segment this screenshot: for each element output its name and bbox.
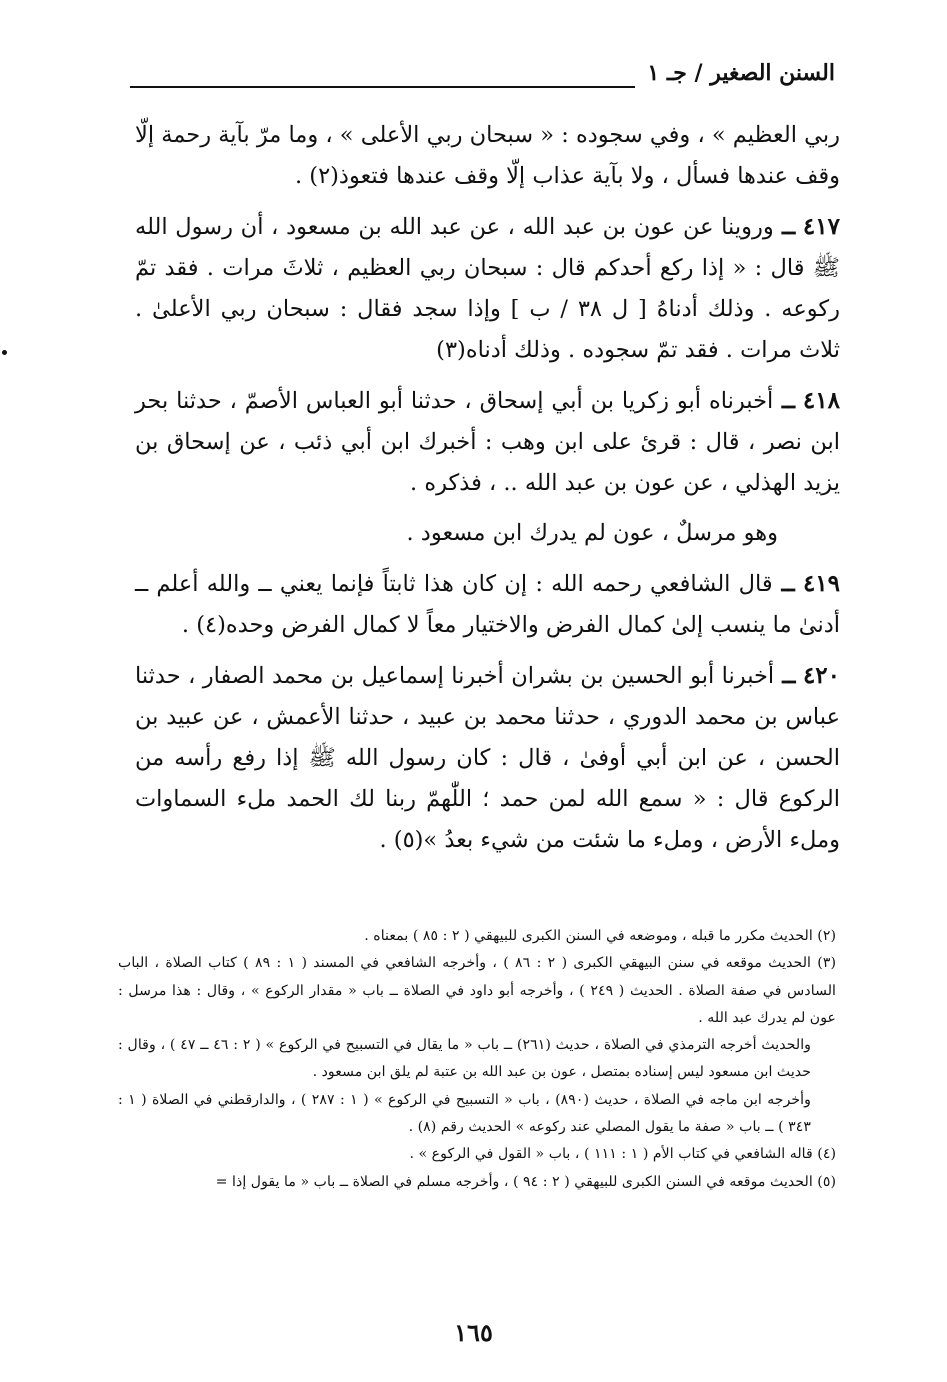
footnote-2: (٢) الحديث مكرر ما قبله ، وموضعه في السنن الكبرى للبيهقي ( ٢ : ٨٥ ) بمعناه . [364,928,836,944]
running-header [130,58,835,98]
paragraph-text: أخبرناه أبو زكريا بن أبي إسحاق ، حدثنا أبو العباس الأصمّ ، حدثنا بحر ابن نصر ، قال : قرئ على ابن وهب : أخبرك ابن أبي ذئب ، عن إسحاق بن يزيد الهذلي ، عن عون بن عبد الله .. ، فذكره . [135,388,840,496]
footnote-3-continued: والحديث أخرجه الترمذي في الصلاة ، حديث (٢٦١) ــ باب « ما يقال في التسبيح في الركوع » ( ٢ : ٤٦ ــ ٤٧ ) ، وقال : حديث ابن مسعود ليس إسناده بمتصل ، عون بن عبد الله بن عتبة لم يلق ابن مسعود . [118,1037,811,1081]
scan-mark [2,350,7,355]
page-number: ١٦٥ [454,1318,493,1347]
footnote-3: (٣) الحديث موقعه في سنن البيهقي الكبرى ( ٢ : ٨٦ ) ، وأخرجه الشافعي في المسند ( ١ : ٨٩ ) كتاب الصلاة ، الباب السادس في صفة الصلاة . الحديث ( ٢٤٩ ) ، وأخرجه أبو داود في الصلاة ــ باب « مقدار الركوع » ، وقال : هذا مرسل : عون لم يدرك عبد الله . [118,955,836,1026]
dash-separator: ــ [773,214,796,240]
paragraph-text: وهو مرسلٌ ، عون لم يدرك ابن مسعود . [406,520,778,546]
main-text [135,115,840,861]
hadith-number: ٤١٨ [802,387,840,414]
footnote-4: (٤) قاله الشافعي في كتاب الأم ( ١ : ١١١ ) ، باب « القول في الركوع » . [409,1146,836,1163]
paragraph-text: قال الشافعي رحمه الله : إن كان هذا ثابتاً فإنما يعني ــ والله أعلم ــ أدنىٰ ما ينسب إلىٰ كمال الفرض والاختيار معاً لا كمال الفرض وحده(٤) . [135,571,840,638]
dash-separator: ــ [772,571,795,597]
paragraph-note [135,513,840,554]
hadith-419 [135,563,840,646]
paragraph-text: ربي العظيم » ، وفي سجوده : « سبحان ربي الأعلى » ، وما مرّ بآية رحمة إلّا وقف عندها فسأل ، ولا بآية عذاب إلّا وقف عندها فتعوذ(٢) . [135,122,840,189]
hadith-418 [135,380,840,504]
dash-separator: ــ [773,388,796,414]
paragraph-continuation [135,115,840,197]
hadith-number: ٤١٩ [802,570,840,597]
footnote-5: (٥) الحديث موقعه في السنن الكبرى للبيهقي ( ٢ : ٩٤ ) ، وأخرجه مسلم في الصلاة ــ باب « ما يقول إذا = [215,1173,836,1190]
header-title: السنن الصغير / جـ ١ [647,60,835,86]
paragraph-text: وروينا عن عون بن عبد الله ، عن عبد الله بن مسعود ، أن رسول الله ﷺ قال : « إذا ركع أحدكم قال : سبحان ربي العظيم ، ثلاثَ مرات . فقد تمّ ركوعه . وذلك أدناهُ [ ل ٣٨ / ب ] وإذا سجد فقال : سبحان ربي الأعلىٰ . ثلاث مرات . فقد تمّ سجوده . وذلك أدناه(٣) [135,214,841,363]
hadith-number: ٤١٧ [802,213,840,240]
footnote-3-continued-2: وأخرجه ابن ماجه في الصلاة ، حديث (٨٩٠) ، باب « التسبيح في الركوع » ( ١ : ٢٨٧ ) ، والدارقطني في الصلاة ( ١ : ٣٤٣ ) ــ باب « صفة ما يقول المصلي عند ركوعه » الحديث رقم (٨) . [118,1091,811,1136]
dash-separator: ــ [774,663,796,689]
hadith-417 [135,206,840,371]
hadith-number: ٤٢٠ [802,662,840,689]
hadith-420 [135,655,840,861]
paragraph-text: أخبرنا أبو الحسين بن بشران أخبرنا إسماعيل بن محمد الصفار ، حدثنا عباس بن محمد الدوري ، حدثنا محمد بن عبيد ، حدثنا الأعمش ، عن عبيد بن الحسن ، عن ابن أبي أوفىٰ ، قال : كان رسول الله ﷺ إذا رفع رأسه من الركوع قال : « سمع الله لمن حمد ؛ اللّٰهمّ ربنا لك الحمد ملء السماوات وملء الأرض ، وملء ما شئت من شيء بعدُ »(٥) . [135,663,840,853]
footnotes [118,923,836,1196]
header-rule [130,86,635,88]
